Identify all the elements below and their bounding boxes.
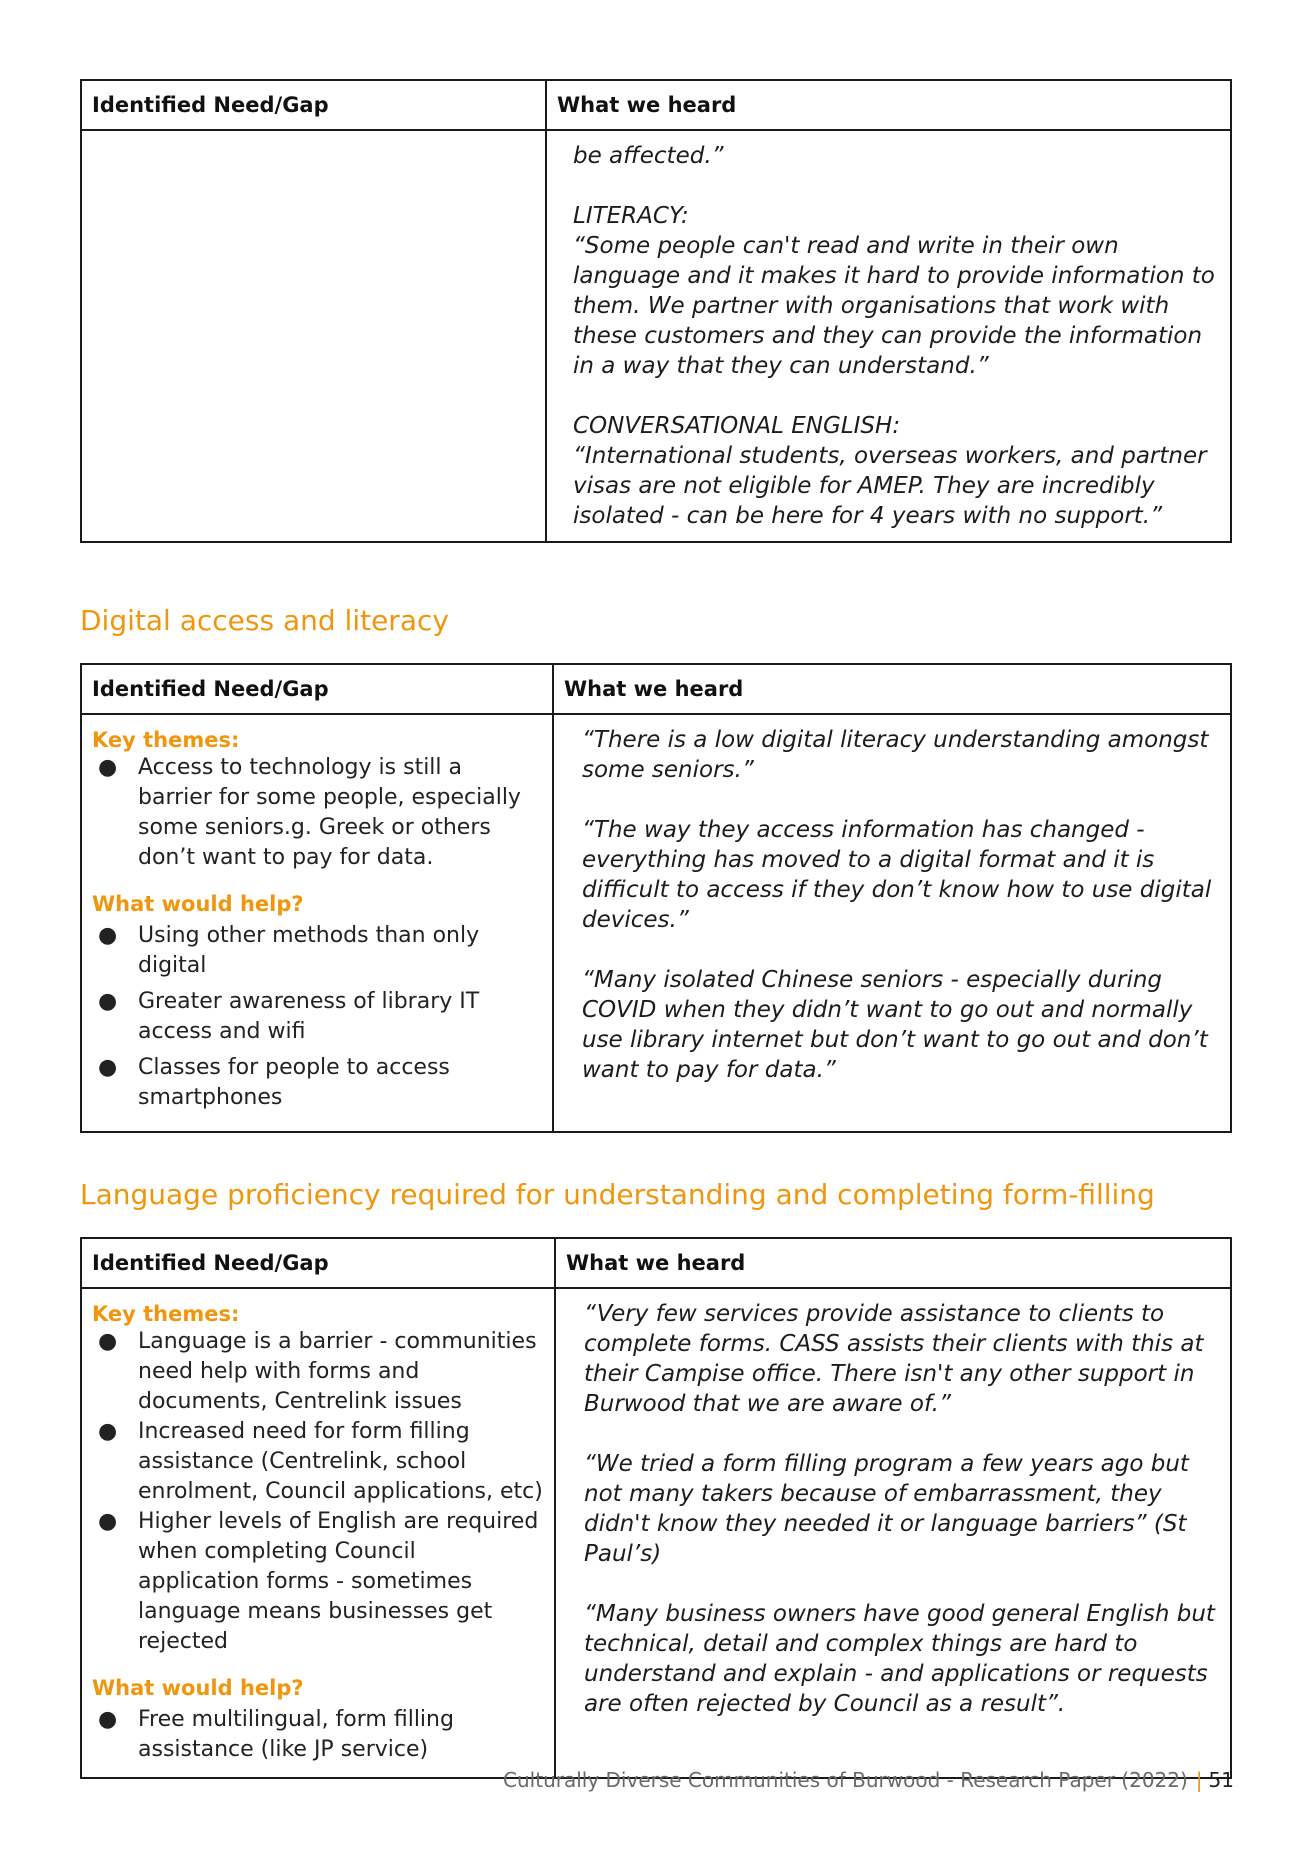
list-item-text: Classes for people to access smartphones	[138, 1055, 450, 1110]
bullet-icon: ●	[98, 1329, 118, 1354]
column-header-need: Identified Need/Gap	[81, 1238, 555, 1288]
need-cell	[81, 714, 553, 1132]
key-themes-label: Key themes:	[92, 728, 240, 752]
quote: “The way they access information has changed - everything has moved to a digital format and it is difficult to access if they don’t know how to use digital devices.”	[582, 817, 1212, 933]
quote: “There is a low digital literacy understanding amongst some seniors.”	[582, 727, 1209, 783]
section-heading-digital: Digital access and literacy	[80, 604, 449, 637]
quote: be affected.”	[573, 143, 724, 169]
list-item	[92, 1507, 544, 1657]
list-item-text: Higher levels of English are required when completing Council application forms - sometimes language means businesses get rejected	[138, 1509, 539, 1654]
list-item-text: Language is a barrier - communities need help with forms and documents, Centrelink issues	[138, 1329, 537, 1414]
bullet-icon: ●	[98, 1055, 118, 1080]
quote: “We tried a form filling program a few years ago but not many takers because of embarrassment, they didn't know they needed it or language barriers” (St Paul’s)	[584, 1451, 1189, 1567]
quote: CONVERSATIONAL ENGLISH: “International students, overseas workers, and partner visas are not eligible for AMEP. They are incredibly isolated - can be here for 4 years with no support.”	[573, 413, 1207, 529]
column-header-need: Identified Need/Gap	[81, 664, 553, 714]
key-themes-list	[92, 753, 542, 873]
key-themes-label: Key themes:	[92, 1302, 240, 1326]
digital-table	[80, 663, 1232, 1133]
continued-table	[80, 79, 1232, 543]
need-cell	[81, 1288, 555, 1778]
bullet-icon: ●	[98, 989, 118, 1014]
bullet-icon: ●	[98, 923, 118, 948]
list-item-text: Increased need for form filling assistance (Centrelink, school enrolment, Council applications, etc)	[138, 1419, 543, 1504]
help-list	[92, 1705, 544, 1765]
list-item-text: Access to technology is still a barrier for some people, especially some seniors.g. Greek or others don’t want to pay for data.	[138, 755, 521, 870]
bullet-icon: ●	[98, 1707, 118, 1732]
list-item	[92, 921, 542, 981]
list-item	[92, 1417, 544, 1507]
table-row	[81, 1288, 1231, 1778]
footer-title: Culturally Diverse Communities of Burwood - Research Paper (2022)	[503, 1768, 1188, 1792]
bullet-icon: ●	[98, 1509, 118, 1534]
need-cell	[81, 130, 546, 542]
what-would-help-label: What would help?	[92, 892, 304, 916]
list-item	[92, 1053, 542, 1113]
table-header-row	[81, 80, 1231, 130]
heard-cell	[546, 130, 1231, 542]
column-header-need: Identified Need/Gap	[81, 80, 546, 130]
table-header-row	[81, 664, 1231, 714]
help-list	[92, 921, 542, 1113]
column-header-heard: What we heard	[555, 1238, 1231, 1288]
table-row	[81, 714, 1231, 1132]
list-item	[92, 987, 542, 1047]
footer-separator: |	[1195, 1768, 1203, 1792]
list-item	[92, 753, 542, 873]
column-header-heard: What we heard	[553, 664, 1231, 714]
bullet-icon: ●	[98, 1419, 118, 1444]
list-item-text: Free multilingual, form filling assistance (like JP service)	[138, 1707, 454, 1762]
quote: “Many isolated Chinese seniors - especially during COVID when they didn’t want to go out and normally use library internet but don’t want to go out and don’t want to pay for data.”	[582, 967, 1208, 1083]
page-footer	[503, 1768, 1234, 1792]
heard-cell	[553, 714, 1231, 1132]
what-would-help-label: What would help?	[92, 1676, 304, 1700]
language-table	[80, 1237, 1232, 1779]
section-heading-language: Language proficiency required for understanding and completing form-filling	[80, 1178, 1155, 1211]
table-row	[81, 130, 1231, 542]
list-item-text: Using other methods than only digital	[138, 923, 480, 978]
key-themes-list	[92, 1327, 544, 1657]
list-item-text: Greater awareness of library IT access and wifi	[138, 989, 480, 1044]
quote: LITERACY: “Some people can't read and write in their own language and it makes it hard to provide information to them. We partner with organisations that work with these customers and they can provide the information in a way that they can understand.”	[573, 203, 1215, 379]
column-header-heard: What we heard	[546, 80, 1231, 130]
table-header-row	[81, 1238, 1231, 1288]
list-item	[92, 1327, 544, 1417]
page-number: 51	[1208, 1768, 1234, 1792]
list-item	[92, 1705, 544, 1765]
quote: “Many business owners have good general English but technical, detail and complex things are hard to understand and explain - and applications or requests are often rejected by Council as a result”.	[584, 1601, 1215, 1717]
heard-cell	[555, 1288, 1231, 1778]
bullet-icon: ●	[98, 755, 118, 780]
quote: “Very few services provide assistance to clients to complete forms. CASS assists their clients with this at their Campise office. There isn't any other support in Burwood that we are aware of.”	[584, 1301, 1204, 1417]
